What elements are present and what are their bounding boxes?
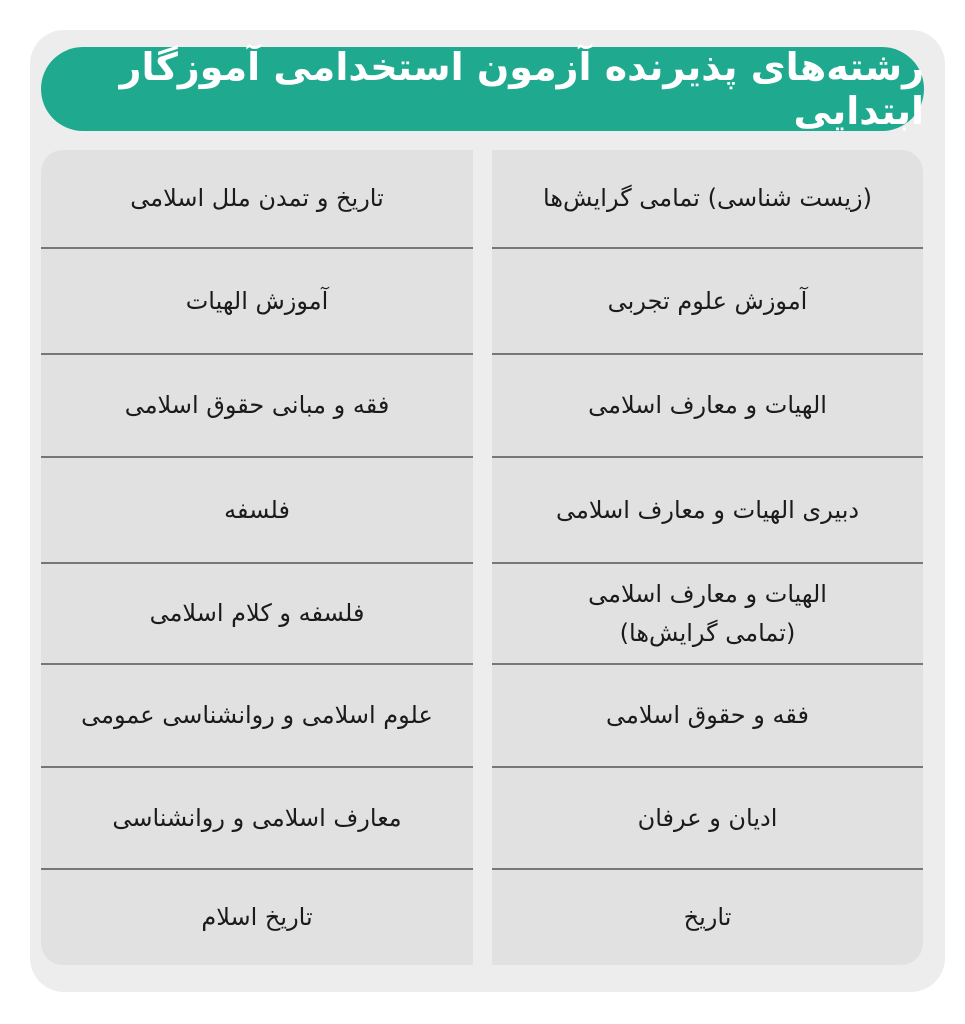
list-item: الهیات و معارف اسلامی (تمامی گرایش‌ها) — [588, 580, 827, 647]
list-item: ادیان و عرفان — [637, 803, 778, 832]
page-title: رشته‌های پذیرنده آزمون استخدامی آموزگار ابتدایی — [41, 47, 924, 131]
list-item: فقه و حقوق اسلامی — [606, 701, 809, 730]
list-item: فلسفه — [224, 495, 290, 524]
list-item: فقه و مبانی حقوق اسلامی — [124, 391, 390, 420]
list-item: دبیری الهیات و معارف اسلامی — [555, 495, 860, 524]
list-item: تاریخ — [683, 903, 732, 932]
list-item: آموزش الهیات — [185, 286, 329, 315]
list-item: تاریخ اسلام — [201, 903, 313, 932]
list-item: علوم اسلامی و روانشناسی عمومی — [81, 701, 433, 730]
right-column — [492, 150, 923, 965]
list-item: فلسفه و کلام اسلامی — [149, 599, 365, 628]
left-column — [41, 150, 473, 965]
list-item: تاریخ و تمدن ملل اسلامی — [130, 184, 384, 213]
list-item: آموزش علوم تجربی — [607, 286, 808, 315]
list-item: معارف اسلامی و روانشناسی — [112, 803, 402, 832]
list-item: الهیات و معارف اسلامی — [588, 391, 827, 420]
list-item: (زیست شناسی) تمامی گرایش‌ها — [543, 184, 872, 213]
